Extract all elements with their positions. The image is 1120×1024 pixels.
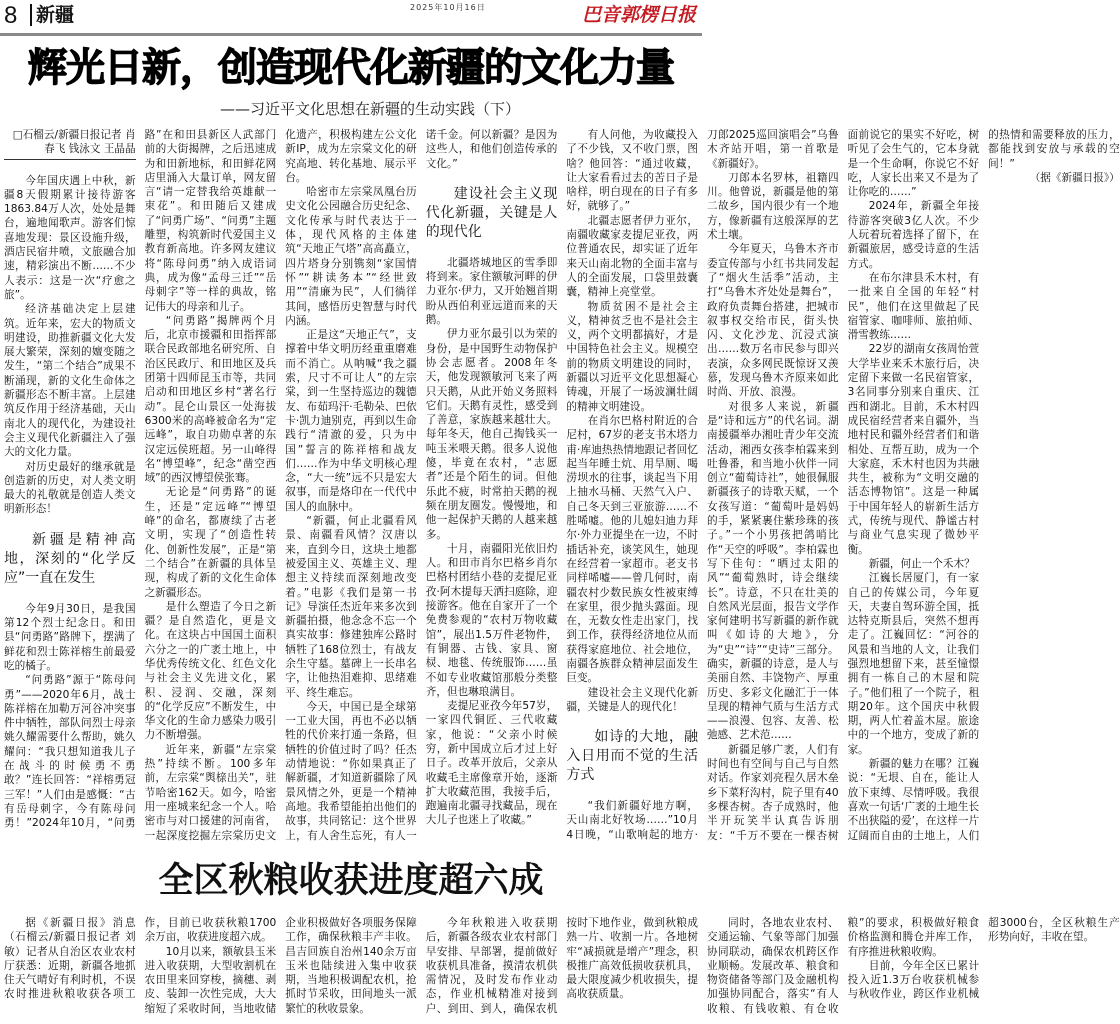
paragraph: 无论是“问勇路”的诞生，还是“定远峰”“博望峰”的命名，都赓续了古老文明，实现了“创造性转化、创新性发展”，正是“第二个结合”在新疆的具体呈现，构成了新的文化生命体之新疆形态。 <box>144 486 277 599</box>
paragraph: 近年来，新疆“左宗棠热”持续不断。100多年前，左宗棠“舆榇出关”，驻节哈密162天。如今，哈密用一座城来纪念一个人。哈密市与对口援建的河南省，一起深度挖掘左宗棠历史文化遗产，积极构建左公文化新IP，成为左宗棠文化的研究高地、转化基地、展示平台。 <box>144 129 417 842</box>
paragraph: 十月，南疆阳光依旧灼人。和田市肖尔巴格乡肖尔巴格村团结小巷的麦提尼亚孜·阿木提每天洒扫庭除，迎接游客。他在自家开了一个免费参观的“农村万物收藏馆”，展出1.5万件老物件，有铜器、古钱、家具、窗棂、地毯、传统服饰……虽不如专业收藏馆那般分类整齐，但也琳琅满目。 <box>425 542 558 698</box>
article-body <box>4 128 1120 844</box>
second-article-title: 全区秋粮收获进度超六成 <box>158 860 544 901</box>
paragraph: 哈密市左宗棠凤凰台历史文化公园融合历史纪念、文化传承与时代表达于一体，现代风格的主体建筑“天地正气塔”高高矗立，四片塔身分别镌刻“家国情怀”“耕读务本”“经世致用”“清廉为民”，人们徜徉其间，感悟历史智慧与时代内涵。 <box>285 186 417 327</box>
paragraph: 据《新疆日报》消息（石榴云/新疆日报记者 刘敏）记者从自治区农业农村厅获悉：近期，新疆各地抓住天气晴好有利时机，不误农时推进秋粮收获各项工作，目前已收获秋粮1700余万亩，收获进度超六成。 <box>4 917 277 1001</box>
paragraph: 麦提尼亚孜今年57岁，一家四代铜匠、三代收藏家，他说：“父亲小时候穷，新中国成立后才过上好日子。改革开放后，父亲从收藏毛主席像章开始，逐渐扩大收藏范围，我接手后，跑遍南北疆寻找藏品，现在大儿子也迷上了收藏。” <box>425 700 558 827</box>
paragraph: 北疆志愿者伊力亚尔，南疆收藏家麦提尼亚孜，两位普通农民，却实证了近年来天山南北物的全面丰富与人的全面发展，口袋里鼓囊囊，精神上亮堂堂。 <box>566 214 698 299</box>
paragraph: “新疆，何止北疆看风景、南疆看风情？汉唐以来，直到今日，这块土地都被爱国主义、英雄主义、理想主义持续而深刻地改变着。”电影《我们是第一书记》导演任杰近年来多次到新疆拍摄，他念念不忘一个真实故事：修建独库公路时牺牲了168位烈士，有战友余生守墓。墓碑上一长串名字，让他热泪难抑、思绪难平、终生难忘。 <box>285 515 417 699</box>
paragraph: 物质贫困不是社会主义，精神贫乏也不是社会主义，两个文明都搞好，才是中国特色社会主义。规模空前的物质文明建设的同时，新疆以习近平文化思想凝心铸魂，开展了一场波澜壮阔的精神文明建设。 <box>566 300 698 413</box>
paragraph: “我们新疆好地方啊，天山南北好牧场……”10月4日晚，“山歌响起的地方·刀郎2025巡回演唱会”乌鲁木齐站开唱，第一首歌是《新疆好》。 <box>566 129 839 841</box>
second-article-body <box>4 916 1120 1024</box>
paragraph: 经济基础决定上层建筑。近年来，宏大的物质文明建设，助推新疆文化大发展大繁荣，深刻的嬗变随之发生，“第二个结合”成果不断涌现，新的文化生命体之新疆形态不断丰富。上层建筑反作用于经济基础，天山南北人的现代化，为建设社会主义现代化新疆注入了强大的文化力量。 <box>4 303 136 459</box>
newspaper-logo: 巴音郭楞日报 <box>581 4 696 26</box>
header-rule <box>0 33 702 36</box>
paragraph: 目前，今年全区已累计投入近1.3万台收获机械参与秋收作业，跨区作业机械超3000台，全区秋粮生产形势向好，丰收在望。 <box>847 917 1120 1001</box>
paragraph: 今年国庆遇上中秋，新疆8天假期累计接待游客1863.84万人次，处处是舞台，遍地闻歌声。游客们惊喜地发现：景区设施升级，酒店民宿井喷，文旅融合加速，精彩演出不断……不少人表示：这是一次“疗愈之旅”。 <box>4 174 136 301</box>
paragraph: 江巍长居厦门，有一家自己的传媒公司，今年夏天，夫妻自驾环游全国，抵达特克斯县后，突然不想再走了。江巍回忆：“河谷的风景和当地的人文，让我们强烈地想留下来，甚至憧憬拥有一栋自己的木屋和院子。”他们租了一个院子，租期20年。这个国庆中秋假期，两人忙着盖木屋。旅途中的一个地方，变成了新的家。 <box>847 572 980 756</box>
paragraph: 是什么塑造了今日之新疆？是自然造化，更是文化。在这块占中国国土面积六分之一的广袤土地上，中华优秀传统文化、红色文化与社会主义先进文化，累积、浸润、交融，深刻的“化学反应”不断发生，中华文化的生命力感染力吸引力不断增强。 <box>144 600 277 742</box>
section-name: 新疆 <box>30 4 74 26</box>
paragraph: 新疆的魅力在哪？江巍说：“无垠、自在，能让人放下束缚、尽情呼吸。我很喜欢一句话‘广袤的土地生长不出狭隘的爱’，在这样一片辽阔而自由的土地上，人们的热情和需要释放的压力，都能找到安放与承载的空间！” <box>847 129 1120 842</box>
subheading: 建设社会主义现代化新疆，关键是人的现代化 <box>425 185 558 240</box>
paragraph: 22岁的湖南女孩周怡萱大学毕业来禾木旅行后，决定留下来做一名民宿管家，3名同事分别来自重庆、江西和湖北。目前，禾木村四成民宿经营者来自疆外，当地村民和疆外经营者们和谐相处、互帮互助，成为一个大家庭，禾木村也因为共融共生，被称为“文明交融的活态博物馆”。这是一种属于中国年轻人的崭新生活方式，传统与现代、静谧古村与商业气息实现了微妙平衡。 <box>847 343 980 556</box>
paragraph: 北疆塔城地区的雪季即将到来。家住额敏河畔的伊力亚尔·伊力，又开始翘首期盼从西伯利亚远道而来的天鹅。 <box>425 256 558 327</box>
paragraph: 刀郎本名罗林，祖籍四川。他曾说，新疆是他的第二故乡，国内很少有一个地方，像新疆有这般深厚的艺术土壤。 <box>706 171 839 242</box>
paragraph: 10月以来，额敏县玉米进入收获期，大型收割机在农田里来回穿梭，摘穗、剥皮、装卸一次性完成，大大缩短了采收时间，当地收储企业积极做好各项服务保障工作，确保秋粮丰产丰收。昌吉回族自治州140余万亩玉米也陆续进入集中收获期，当地积极调配农机，抢抓时节采收，田间地头一派繁忙的秋收景象。 <box>144 917 417 1015</box>
paragraph: 在肖尔巴格村附近的合尼村，67岁的老支书木塔力甫·库迪热热情地跟记者回忆起当年睡土炕、用旱厕、喝涝坝水的往事，谈起当下用上抽水马桶、天然气入户、自己冬天到三亚旅游……不胜唏嘘。他的儿媳妇迪力拜尔·外力亚提坐在一边，不时插话补充，谈笑风生，她现在经营着一家超市。老支书同样唏嘘——曾几何时，南疆农村少数民族女性被束缚在家里，很少抛头露面。现在，无数女性走出家门，找到工作，获得经济地位从而获得家庭地位、社会地位，南疆各族群众精神层面发生巨变。 <box>566 414 698 685</box>
paragraph: “问勇路”揭牌两个月后，北京市援疆和田指挥部联合民政部地名研究所、自治区民政厅、和田地区及兵团第十四师昆玉市等，共同启动和田地区乡村“著名行动”。昆仑山景区一处海拔6300米的高峰被命名为“定远峰”，取自功勋卓著的东汉定远侯班超。另一山峰得名“博望峰”，纪念“凿空西域”的西汉博望侯张骞。 <box>144 314 277 485</box>
paragraph: 对很多人来说，新疆是“诗和远方”的代名词。湖南援疆举办湘吐青少年交流活动，湘西女孩李柏霖来到吐鲁番，和当地小伙伴一同创立“葡萄诗社”，她很佩服新疆孩子的诗歌天赋，一个女孩写道：“葡萄叶是妈妈的手，紧紧裹住紫珍珠的孩子。”一个小男孩把鸽哨比作“天空的呼吸”。李柏霖也写下佳句：“晒过太阳的风”“葡萄熟时，诗会继续长”。诗意，不只在壮美的自然风光层面，报告文学作家何建明书写新疆的新作就叫《如诗的大地》，分为“史”“诗”“史诗”三部分。确实，新疆的诗意，是人与美丽自然、丰饶物产、厚重历史、多彩文化融汇于一体呈现的精神气质与生活方式——浪漫、包容、友善、松弛感、艺术范…… <box>706 400 839 742</box>
paragraph: 正是这“天地正气”，支撑着中华文明历经重重磨难而不消亡。从呐喊“我之疆索，尺寸不可让人”的左宗棠，到一生坚持巡边的魏德友、布茹玛汗·毛勒朵、巴依卡·凯力迪别克，再到以生命践行“清澈的爱，只为中国”誓言的陈祥榕和战友们……作为中华文明核心理念，“大一统”远不只是宏大叙事，而是烙印在一代代中国人的血脉中。 <box>285 329 417 513</box>
paragraph: 对历史最好的继承就是创造新的历史，对人类文明最大的礼敬就是创造人类文明新形态！ <box>4 460 136 516</box>
page-number: 8 <box>4 2 18 29</box>
paragraph: 同时，各地农业农村、交通运输、气象等部门加强协同联动，确保农机跨区作业顺畅。发展改革、粮食和物资储备等部门及金融机构加强协同配合，落实“有人收粮、有钱收粮、有仓收粮”的要求，积极做好粮食价格监测和腾仓并库工作，有序推进秋粮收购。 <box>706 917 980 1015</box>
article-subtitle: ——习近平文化思想在新疆的生动实践（下） <box>220 100 521 118</box>
paragraph: “问勇路”源于“陈母问勇”——2020年6月，战士陈祥榕在加勒万河谷冲突事件中牺牲，部队问烈士母亲姚久耀需要什么帮助，姚久耀问：“我只想知道我儿子在战斗的时候勇不勇敢？”连长回答：“祥榕勇冠三军！”人们由是感慨：“古有岳母刺字，今有陈母问勇！”2024年10月，“问勇路”在和田县新区人武部门前的大街揭牌，之后迅速成为和田新地标，和田鲜花网店里涌入大量订单，网友留言“请一定替我给英雄献一束花”。和田随后又建成了“问勇广场”、“问勇”主题雕塑，构筑新时代爱国主义教育新高地。许多网友建议将“陈母问勇”纳入成语词典，成为像“孟母三迁”“岳母刺字”等一样的典故，铭记伟大的母亲和儿子。 <box>4 129 277 830</box>
paragraph: 今年9月30日，是我国第12个烈士纪念日。和田县“问勇路”路牌下，摆满了鲜花和烈士陈祥榕生前最爱吃的橘子。 <box>4 602 136 672</box>
article-title: 辉光日新，创造现代化新疆的文化力量 <box>27 46 674 91</box>
paragraph: 新疆足够广袤，人们有时间也有空间与自己与自然对话。作家刘亮程久居木垒乡下菜籽沟村，院子里有40多棵杏树。杏子成熟时，他半开玩笑半认真告诉朋友：“千万不要在一棵杏树面前说它的果实不好吃，树听见了会生气的，它本身就是一个生命啊，你说它不好吃，人家长出来又不是为了让你吃的……” <box>706 129 980 842</box>
paragraph: 2024年，新疆全年接待游客突破3亿人次。不少人玩着玩着选择了留下，在新疆旅居，感受诗意的生活方式。 <box>847 200 980 270</box>
paragraph: 今年秋粮进入收获期后，新疆各级农业农村部门早安排、早部署，提前做好收获机具准备，摸清农机供需情况，及时发布作业动态，作业机械精准对接到户、到田、到人，确保农机按时下地作业，做到秋粮成熟一片、收割一片。各地树牢“减损就是增产”理念，积极推广高效低损收获机具，最大限度减少机收损失，提高收获质量。 <box>425 917 698 1015</box>
paragraph: 有人问他，为收藏投入了不少钱，又不收门票，图啥？他回答：“通过收藏，让大家看看过去的苦日子是啥样，明白现在的日子有多好，就够了。” <box>566 129 698 213</box>
byline: □石榴云/新疆日报记者 肖春飞 钱泳文 王晶晶 <box>4 128 136 160</box>
subheading: 新疆是精神高地，深刻的“化学反应”一直在发生 <box>4 531 136 586</box>
paragraph: 今年夏天，乌鲁木齐市委宣传部与小红书共同发起了“烟火生活季”活动，主打“乌鲁木齐处处是舞台”，政府负责舞台搭建，把城市叙事权交给市民，街头快闪、文化沙龙、沉浸式演出……数万名市民参与即兴表演，众多网民既惊讶又羡慕，发现乌鲁木齐原来如此时尚、开放、浪漫。 <box>706 243 839 399</box>
date-line: 2025年10月16日 <box>410 3 486 12</box>
paragraph: 新疆，何止一个禾木？ <box>868 557 975 570</box>
subheading: 如诗的大地，融入日用而不觉的生活方式 <box>566 729 698 784</box>
paragraph: 今天，中国已是全球第一工业大国，再也不必以牺牲的代价来打通一条路，但牺牲的价值过时了吗？任杰动情地说：“你如果真正了解新疆，才知道新疆除了风景风情之外，更是一个精神高地。我希望能拍出他们的故事，共同铭记：这个世界上，有人舍生忘死，有人一诺千金。何以新疆？是因为这些人，和他们创造传承的文化。” <box>285 129 558 842</box>
source-credit: （据《新疆日报》） <box>1029 171 1120 184</box>
masthead <box>0 0 702 33</box>
paragraph: 伊力亚尔最引以为荣的身份，是中国野生动物保护协会志愿者。2008年冬天，他发现额敏河飞来了两只天鹅，从此开始义务照料它们。天鹅有灵性，感受到了善意，家族越来越壮大。每年冬天，他自己掏钱买一吨玉米喂天鹅。很多人说他傻，毕竟在农村，“志愿者”还是个陌生的词。但他乐此不疲，时常拍天鹅的视频在朋友圈发。慢慢地，和他一起保护天鹅的人越来越多。 <box>425 328 558 541</box>
paragraph: 在布尔津县禾木村，有一批来自全国的年轻“村民”，他们在这里做起了民宿管家、咖啡师、旅拍师、滑雪教练…… <box>847 271 980 342</box>
paragraph: 建设社会主义现代化新疆，关键是人的现代化！ <box>566 686 698 713</box>
